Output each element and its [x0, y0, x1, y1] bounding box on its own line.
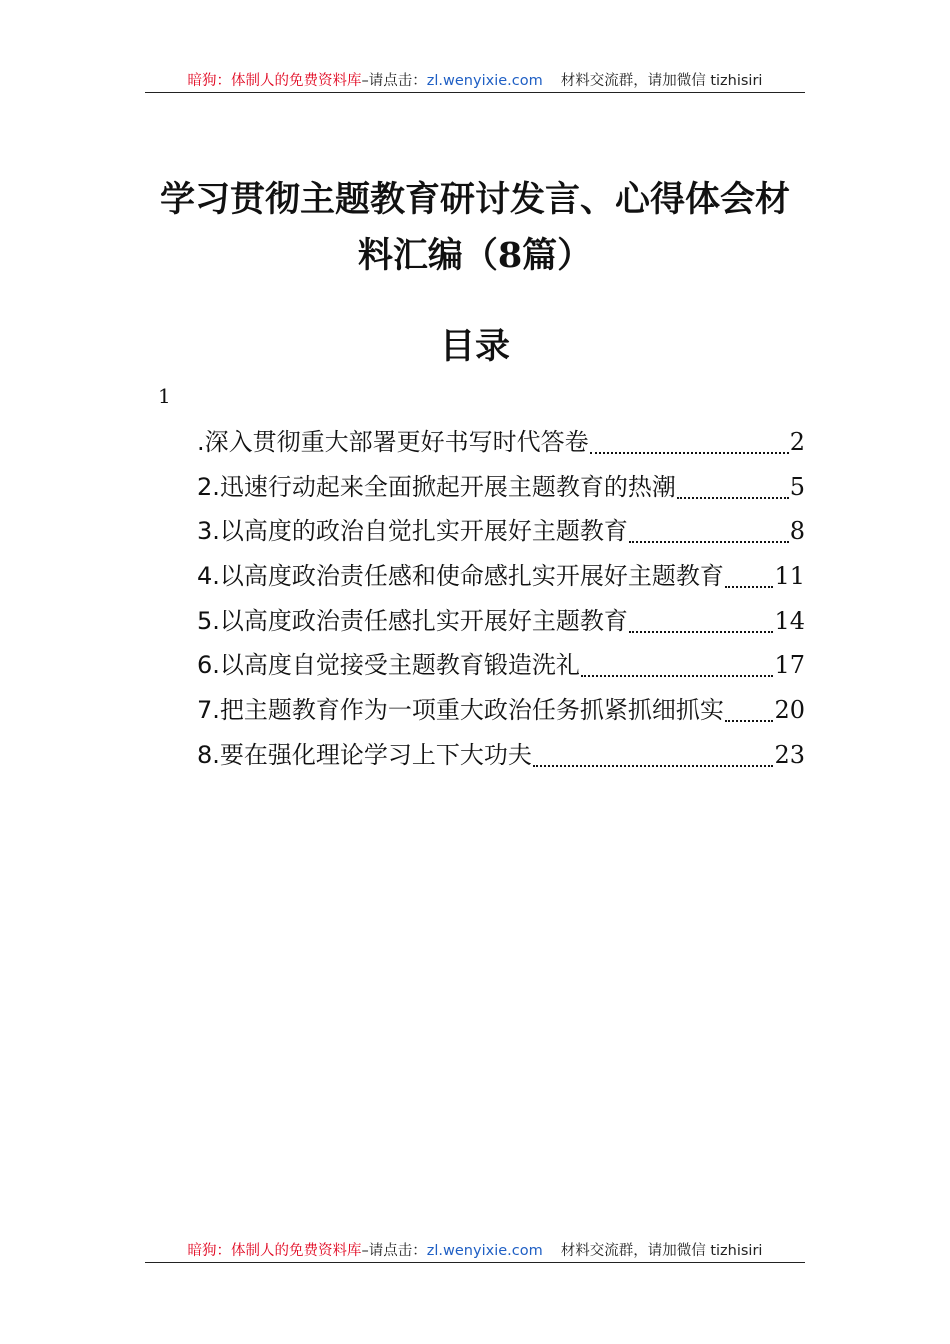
toc-leader-dots: [533, 764, 774, 767]
toc-leader-dots: [581, 674, 774, 677]
toc-entry[interactable]: [197, 688, 805, 733]
toc-entry[interactable]: [197, 554, 805, 599]
toc-entry-label: 4.以高度政治责任感和使命感扎实开展好主题教育: [197, 562, 724, 591]
toc-leader-dots: [629, 630, 774, 633]
toc-entry-label: 2.迅速行动起来全面掀起开展主题教育的热潮: [197, 472, 676, 501]
toc-entry-label: 5.以高度政治责任感扎实开展好主题教育: [197, 606, 628, 635]
toc-entry-page: 17: [774, 651, 805, 680]
banner-site-name: 暗狗：体制人的免费资料库: [187, 1242, 362, 1259]
banner-contact: 材料交流群，请加微信 tizhisiri: [560, 72, 763, 89]
banner-url-link[interactable]: zl.wenyixie.com: [426, 72, 543, 89]
document-title: 学习贯彻主题教育研讨发言、心得体会材料汇编（8篇）: [159, 179, 790, 276]
toc-entry[interactable]: [197, 599, 805, 644]
banner-url-link[interactable]: zl.wenyixie.com: [426, 1242, 543, 1259]
toc-entry-page: 2: [789, 428, 805, 456]
banner-contact: 材料交流群，请加微信 tizhisiri: [560, 1242, 763, 1259]
stray-number: 1: [158, 384, 171, 408]
table-of-contents: [197, 420, 805, 778]
toc-entry-label: .深入贯彻重大部署更好书写时代答卷: [197, 428, 589, 456]
toc-leader-dots: [590, 451, 789, 454]
toc-entry-label: 6.以高度自觉接受主题教育锻造洗礼: [197, 651, 580, 680]
banner-click-text: –请点击：: [361, 72, 427, 89]
toc-leader-dots: [725, 585, 774, 588]
toc-leader-dots: [629, 540, 789, 543]
toc-entry-page: 11: [774, 562, 805, 591]
toc-entry[interactable]: [197, 465, 805, 510]
toc-entry-label: 7.把主题教育作为一项重大政治任务抓紧抓细抓实: [197, 696, 724, 725]
toc-entry-label: 8.要在强化理论学习上下大功夫: [197, 740, 532, 769]
toc-entry-page: 23: [774, 740, 805, 769]
banner-click-text: –请点击：: [361, 1242, 427, 1259]
footer-banner: [145, 1236, 805, 1263]
toc-entry-page: 8: [789, 517, 805, 546]
toc-leader-dots: [725, 719, 774, 722]
header-banner: [145, 66, 805, 93]
toc-entry[interactable]: [197, 509, 805, 554]
banner-site-name: 暗狗：体制人的免费资料库: [187, 72, 362, 89]
toc-entry[interactable]: [197, 733, 805, 778]
toc-leader-dots: [677, 496, 789, 499]
toc-entry[interactable]: [197, 643, 805, 688]
toc-heading: 目录: [439, 326, 510, 367]
toc-entry[interactable]: [197, 420, 805, 465]
toc-entry-page: 14: [774, 606, 805, 635]
toc-entry-page: 5: [789, 472, 805, 501]
toc-entry-page: 20: [774, 696, 805, 725]
toc-entry-label: 3.以高度的政治自觉扎实开展好主题教育: [197, 517, 628, 546]
